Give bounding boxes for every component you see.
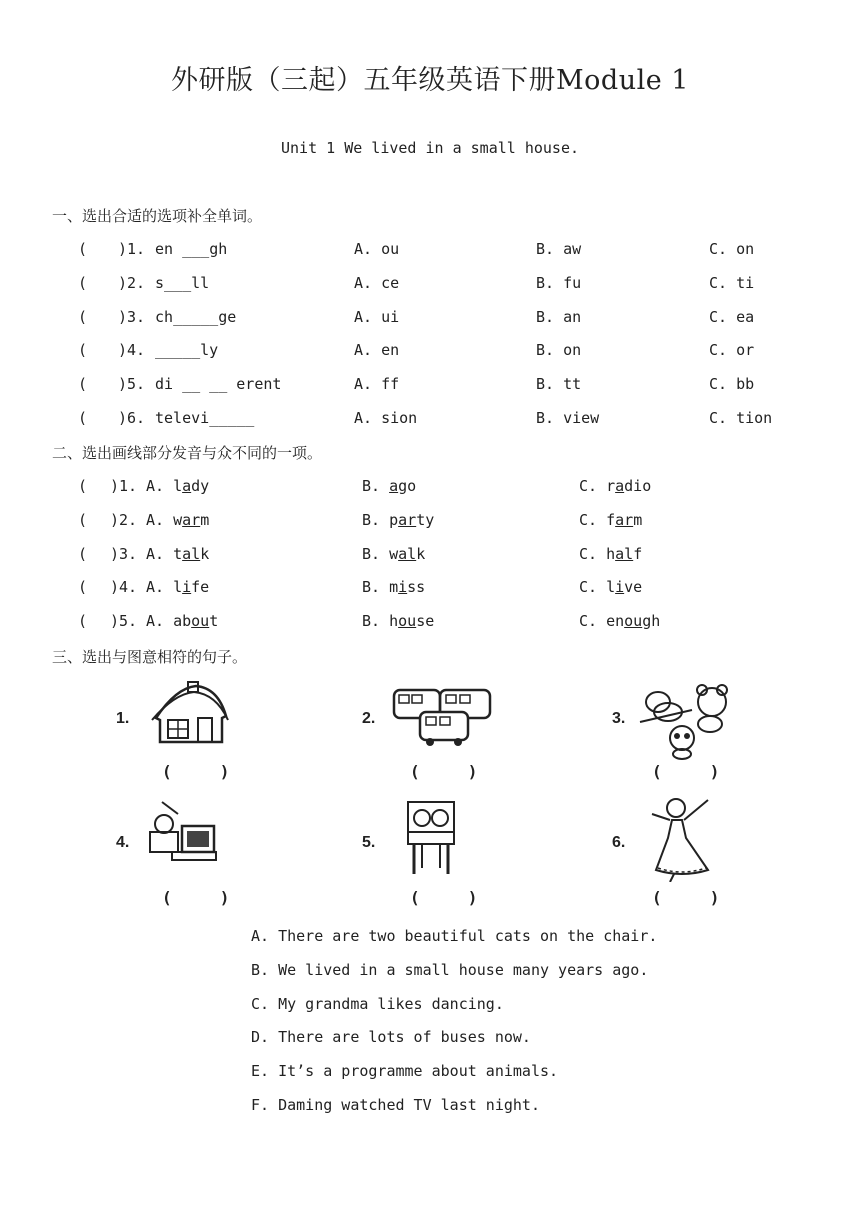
word-suffix: ge	[218, 307, 237, 326]
option-c[interactable]: C. ea	[709, 307, 755, 326]
answer-paren-open[interactable]: (	[78, 409, 88, 427]
word-part: f	[633, 544, 643, 563]
word-prefix: ch	[155, 307, 174, 326]
sentence-option[interactable]: D. There are lots of buses now.	[251, 1028, 531, 1047]
option-label: C.	[579, 510, 607, 529]
option-b[interactable]: B. view	[536, 409, 600, 427]
option-a[interactable]: A. ou	[354, 240, 400, 258]
word-part: t	[209, 612, 219, 631]
option-c[interactable]	[579, 511, 642, 529]
option-c[interactable]	[579, 612, 660, 630]
picture-number: 3.	[612, 710, 626, 727]
option-a[interactable]: A. ui	[354, 307, 400, 326]
answer-parentheses[interactable]: ( )	[410, 888, 478, 907]
word-blank[interactable]: __ __	[182, 375, 228, 394]
word-part: fe	[191, 578, 210, 597]
answer-parentheses[interactable]: ( )	[162, 762, 230, 781]
option-a[interactable]: A. ce	[354, 273, 400, 292]
option-a[interactable]	[146, 511, 209, 529]
option-a[interactable]: A. sion	[354, 409, 418, 427]
word-blank[interactable]: _____	[209, 409, 255, 427]
option-a[interactable]	[146, 477, 209, 495]
option-b[interactable]	[362, 612, 434, 630]
underlined-part: a	[389, 477, 399, 495]
word-part: l	[173, 578, 183, 597]
section3-heading: 三、选出与图意相符的句子。	[52, 648, 248, 666]
underlined-part: a	[615, 477, 625, 495]
word-prefix: en	[155, 240, 183, 258]
option-label: C.	[579, 578, 607, 597]
answer-paren-open[interactable]: (	[78, 273, 88, 292]
word-part: l	[606, 578, 616, 597]
word-part: w	[389, 544, 399, 563]
option-b[interactable]: B. an	[536, 307, 582, 326]
word-part: p	[389, 510, 399, 529]
answer-paren-open[interactable]: (	[78, 578, 88, 597]
word-suffix: ll	[191, 273, 210, 292]
option-b[interactable]: B. fu	[536, 273, 582, 292]
unit-subtitle: Unit 1 We lived in a small house.	[280, 139, 579, 157]
option-c[interactable]: C. tion	[709, 409, 773, 427]
option-label: B.	[362, 477, 390, 495]
word-part: m	[633, 510, 643, 529]
boy-watching-tv-icon	[142, 800, 222, 864]
option-b[interactable]	[362, 578, 425, 596]
option-b[interactable]	[362, 511, 434, 529]
word-with-blank	[155, 274, 209, 292]
underlined-part: ar	[182, 510, 201, 529]
word-part: k	[200, 544, 210, 563]
word-with-blank	[155, 240, 227, 258]
underlined-part: al	[182, 544, 201, 563]
word-part: t	[173, 544, 183, 563]
cats-on-chair-icon	[404, 798, 458, 878]
answer-paren-open[interactable]: (	[78, 544, 88, 563]
picture-number: 5.	[362, 834, 376, 851]
question-number: )5.	[110, 612, 138, 631]
word-prefix: s	[155, 273, 165, 292]
option-c[interactable]	[579, 578, 642, 596]
section2-heading: 二、选出画线部分发音与众不同的一项。	[52, 444, 323, 462]
word-part: dy	[191, 477, 210, 495]
word-prefix: televi	[155, 409, 210, 427]
option-b[interactable]: B. on	[536, 341, 582, 360]
word-part: r	[606, 477, 616, 495]
question-number: )4.	[110, 578, 138, 597]
underlined-part: al	[615, 544, 634, 563]
picture-number: 1.	[116, 710, 130, 727]
option-label: A.	[146, 612, 174, 631]
option-label: A.	[146, 544, 174, 563]
house-icon	[146, 680, 230, 748]
sentence-option[interactable]: A. There are two beautiful cats on the chair.	[251, 927, 658, 945]
picture-number: 2.	[362, 710, 376, 727]
word-part: k	[416, 544, 426, 563]
word-part: ss	[407, 578, 426, 597]
answer-paren-open[interactable]: (	[78, 307, 88, 326]
underlined-part: i	[398, 578, 408, 597]
word-part: se	[416, 612, 435, 631]
word-part: gh	[642, 612, 661, 631]
section1-heading: 一、选出合适的选项补全单词。	[52, 207, 263, 225]
option-c[interactable]	[579, 545, 642, 563]
picture-number: 4.	[116, 834, 130, 851]
option-c[interactable]: C. bb	[709, 375, 755, 394]
word-with-blank	[155, 409, 254, 427]
word-part: ve	[624, 578, 643, 597]
question-number: )3.	[110, 544, 138, 563]
answer-parentheses[interactable]: ( )	[652, 762, 720, 781]
question-number: )6.	[118, 409, 146, 427]
word-blank[interactable]: ___	[164, 273, 192, 292]
answer-paren-open[interactable]: (	[78, 375, 88, 394]
underlined-part: i	[615, 578, 625, 597]
option-label: B.	[362, 612, 390, 631]
word-blank[interactable]: _____	[155, 341, 201, 360]
word-part: ab	[173, 612, 192, 631]
question-number: )1.	[118, 240, 146, 258]
answer-parentheses[interactable]: ( )	[162, 888, 230, 907]
option-b[interactable]	[362, 477, 416, 495]
underlined-part: ar	[615, 510, 634, 529]
underlined-part: ou	[398, 612, 417, 631]
option-label: A.	[146, 477, 174, 495]
option-a[interactable]	[146, 545, 209, 563]
word-blank[interactable]: ___	[182, 240, 210, 258]
answer-paren-open[interactable]: (	[78, 240, 88, 258]
underlined-part: a	[182, 477, 192, 495]
question-number: )2.	[110, 510, 138, 529]
word-part: h	[389, 612, 399, 631]
word-part: w	[173, 510, 183, 529]
word-part: h	[606, 544, 616, 563]
word-with-blank	[155, 375, 281, 393]
underlined-part: i	[182, 578, 192, 597]
underlined-part: ou	[191, 612, 210, 631]
option-c[interactable]: C. ti	[709, 273, 755, 292]
word-with-blank	[155, 341, 218, 359]
answer-paren-open[interactable]: (	[78, 477, 88, 495]
option-label: C.	[579, 477, 607, 495]
underlined-part: ar	[398, 510, 417, 529]
sentence-option[interactable]: E. It’s a programme about animals.	[251, 1062, 559, 1081]
picture-number: 6.	[612, 834, 626, 851]
question-number: )1.	[110, 477, 138, 495]
option-label: C.	[579, 544, 607, 563]
word-part: ty	[416, 510, 435, 529]
answer-paren-open[interactable]: (	[78, 510, 88, 529]
dancing-grandma-icon	[648, 794, 714, 882]
option-a[interactable]: A. ff	[354, 375, 400, 394]
underlined-part: ou	[624, 612, 643, 631]
question-number: )5.	[118, 375, 146, 394]
option-b[interactable]: B. tt	[536, 375, 582, 394]
answer-parentheses[interactable]: ( )	[410, 762, 478, 781]
option-b[interactable]	[362, 545, 425, 563]
option-a[interactable]: A. en	[354, 341, 400, 360]
option-label: C.	[579, 612, 607, 631]
word-prefix: di	[155, 375, 183, 394]
word-part: go	[398, 477, 417, 495]
animals-icon	[636, 680, 732, 760]
answer-paren-open[interactable]: (	[78, 341, 88, 360]
word-part: m	[200, 510, 210, 529]
question-number: )4.	[118, 341, 146, 360]
word-part: f	[606, 510, 616, 529]
option-c[interactable]: C. or	[709, 341, 755, 360]
word-suffix: ly	[200, 341, 219, 360]
word-part: l	[173, 477, 183, 495]
option-a[interactable]	[146, 578, 209, 596]
word-blank[interactable]: _____	[173, 307, 219, 326]
sentence-option[interactable]: F. Daming watched TV last night.	[251, 1096, 540, 1114]
word-part: en	[606, 612, 625, 631]
option-b[interactable]: B. aw	[536, 240, 582, 258]
option-label: B.	[362, 510, 390, 529]
sentence-option[interactable]: B. We lived in a small house many years ago.	[251, 960, 649, 979]
option-a[interactable]	[146, 612, 218, 630]
page-title: 外研版（三起）五年级英语下册Module 1	[171, 65, 689, 96]
answer-parentheses[interactable]: ( )	[652, 888, 720, 907]
option-c[interactable]: C. on	[709, 240, 755, 258]
word-part: dio	[624, 477, 652, 495]
word-suffix: erent	[227, 375, 282, 394]
word-suffix: gh	[209, 240, 228, 258]
word-part: m	[389, 578, 399, 597]
question-number: )2.	[118, 273, 146, 292]
option-label: A.	[146, 578, 174, 597]
option-c[interactable]	[579, 477, 651, 495]
question-number: )3.	[118, 307, 146, 326]
option-label: B.	[362, 578, 390, 597]
answer-paren-open[interactable]: (	[78, 612, 88, 631]
underlined-part: al	[398, 544, 417, 563]
option-label: B.	[362, 544, 390, 563]
word-with-blank	[155, 308, 236, 326]
sentence-option[interactable]: C. My grandma likes dancing.	[251, 994, 504, 1013]
option-label: A.	[146, 510, 174, 529]
buses-icon	[390, 686, 496, 748]
